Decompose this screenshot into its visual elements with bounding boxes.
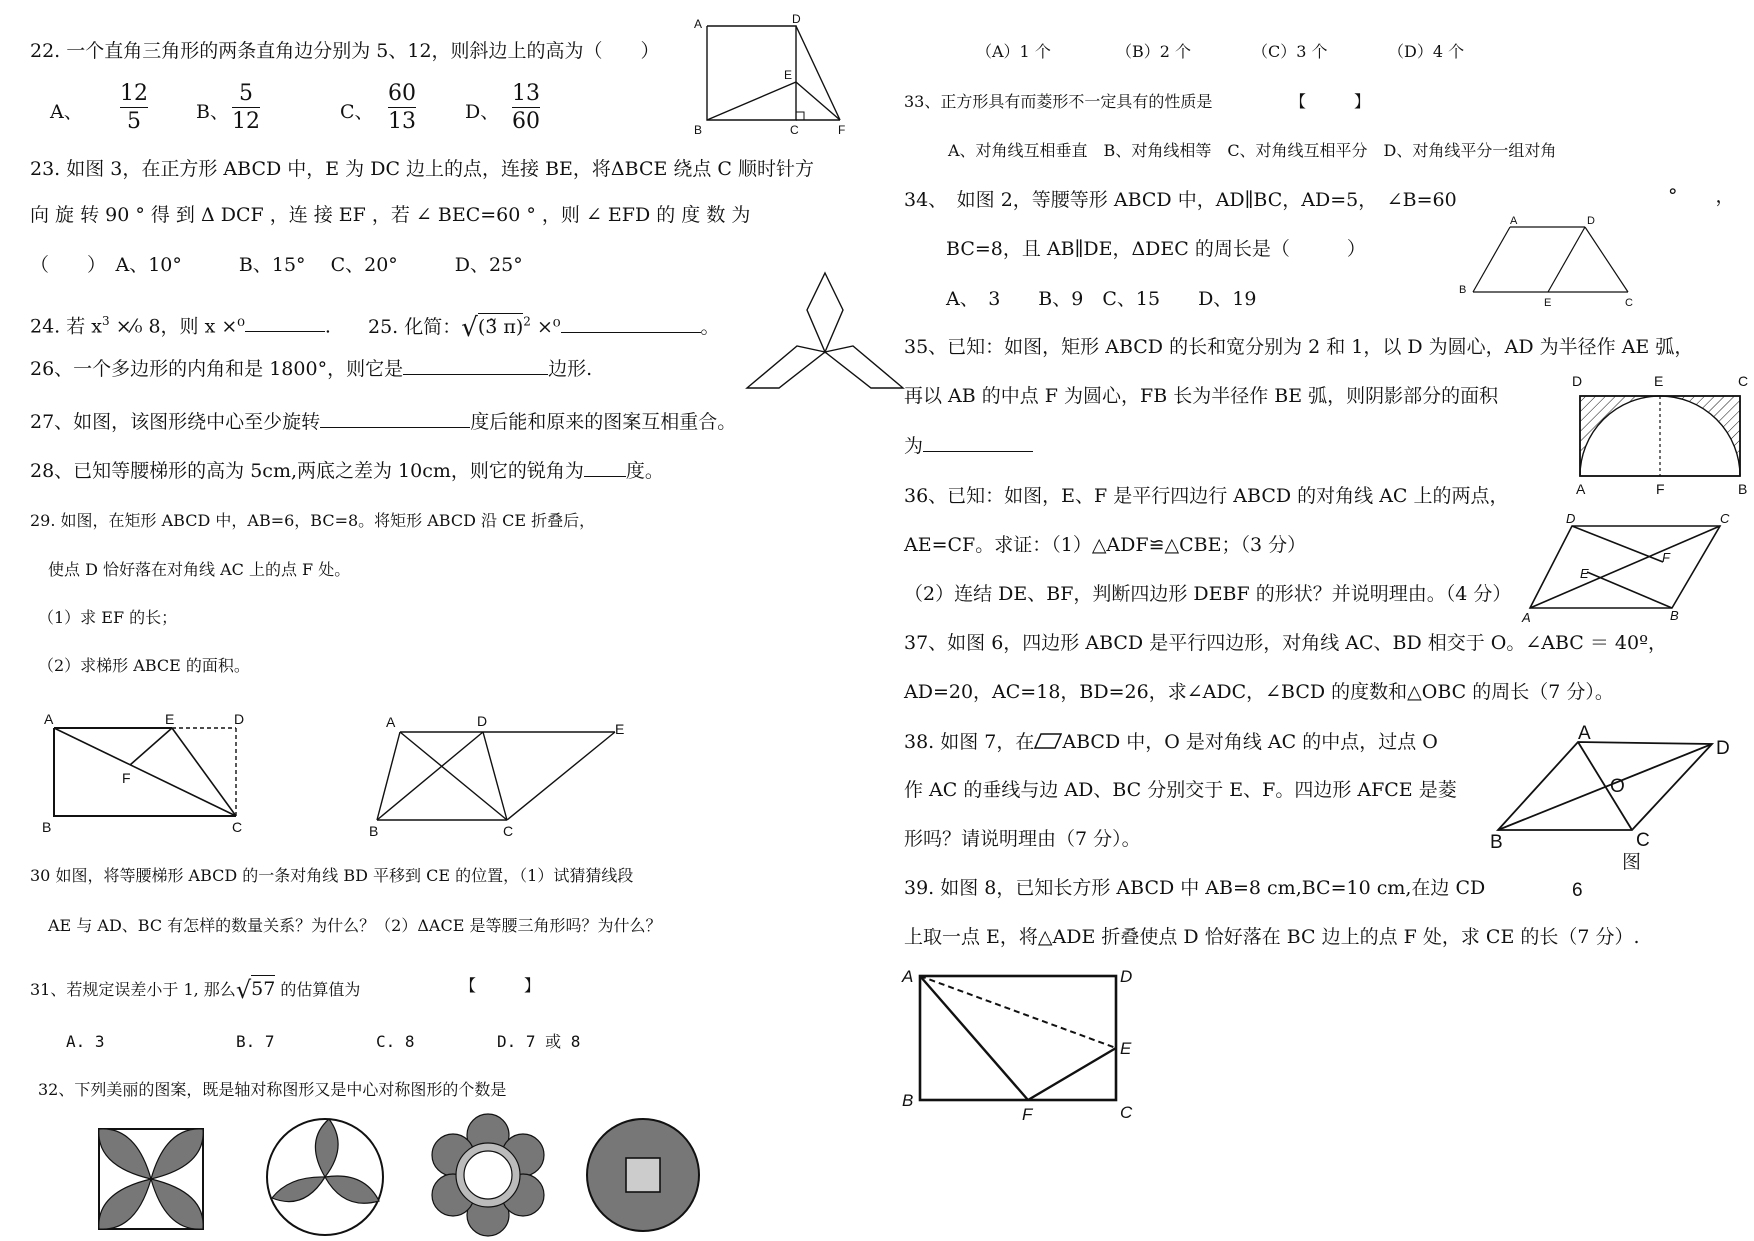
q22-option-d-num: 13 <box>512 81 540 106</box>
q29-line2: 使点 D 恰好落在对角线 AC 上的点 F 处。 <box>48 560 351 579</box>
q39-figure <box>898 962 1148 1124</box>
q22-option-a-den: 5 <box>127 109 141 135</box>
q29-line1: 29. 如图，在矩形 ABCD 中，AB=6，BC=8。将矩形 ABCD 沿 CE 折叠后， <box>30 511 596 530</box>
q38-suffix: ABCD 中，O 是对角线 AC 的中点，过点 O <box>1062 731 1438 753</box>
q36-figure <box>1520 512 1740 624</box>
q25-mid: ×⁰ <box>530 316 561 338</box>
q31-radicand: 57 <box>251 975 275 1000</box>
q35-fig-label-c: C <box>1738 373 1749 389</box>
q37-line2: AD=20，AC=18，BD=26，求∠ADC，∠BCD 的度数和△OBC 的周长（7 分）。 <box>904 681 1614 703</box>
q25-prefix: 25. 化简： <box>368 316 462 338</box>
q22-option-b-label: B、 <box>196 101 229 123</box>
q33-text: 33、正方形具有而菱形不一定具有的性质是 <box>904 92 1213 111</box>
q32-option-a: （A）1 个 <box>976 42 1051 61</box>
q29-fig-label-d: D <box>234 711 245 727</box>
q26-answer-blank[interactable] <box>403 373 548 375</box>
q38-fig-label-d: D <box>1716 738 1730 759</box>
q25-radicand: (3̃ π) <box>478 313 523 338</box>
q22-option-c-num: 60 <box>388 81 416 106</box>
q30-line1: 30 如图，将等腰梯形 ABCD 的一条对角线 BD 平移到 CE 的位置，（1）试猜猜线段 <box>30 866 634 885</box>
q36-fig-label-d: D <box>1566 511 1576 526</box>
q36-line3: （2）连结 DE、BF，判断四边形 DEBF 的形状？并说明理由。（4 分） <box>904 583 1512 605</box>
q39-line2: 上取一点 E，将△ADE 折叠使点 D 恰好落在 BC 边上的点 F 处，求 CE 的长（7 分）. <box>904 926 1640 948</box>
q27-end: 度后能和原来的图案互相重合。 <box>470 411 737 433</box>
q29-line3: （1）求 EF 的长； <box>38 608 178 627</box>
q26-line <box>30 360 592 379</box>
q30-fig-label-d: D <box>477 713 488 729</box>
q23-line3: （ ） A、10° B、15° C、20° D、25° <box>30 254 523 276</box>
q35-fig-label-b: B <box>1738 481 1748 497</box>
q38-prefix: 38. 如图 7，在 <box>904 731 1035 753</box>
q34-line1: 34、 如图 2，等腰等形 ABCD 中，AD∥BC，AD=5， ∠B=60 <box>904 189 1457 211</box>
q36-fig-label-a: A <box>1522 610 1531 625</box>
q29-fig-label-e: E <box>165 711 175 727</box>
q34-degree: ° ， <box>1668 185 1735 207</box>
q33-bracket: 【 】 <box>1290 92 1371 111</box>
q35-line1: 35、已知：如图，矩形 ABCD 的长和宽分别为 2 和 1，以 D 为圆心，AD 为半径作 AE 弧， <box>904 336 1694 358</box>
q22-option-d-label: D、 <box>465 101 500 123</box>
q29-fig-label-c: C <box>232 819 243 835</box>
q36-line1: 36、已知：如图，E、F 是平行四边行 ABCD 的对角线 AC 上的两点， <box>904 485 1509 507</box>
q35-figure <box>1568 374 1754 500</box>
q34-line3: A、 3 B、9 C、15 D、19 <box>946 288 1257 310</box>
q31-bracket: 【 】 <box>460 976 541 995</box>
q32-option-b: （B）2 个 <box>1116 42 1192 61</box>
q28-answer-blank[interactable] <box>584 475 626 477</box>
q35-fig-label-d: D <box>1572 373 1583 389</box>
q22-fig-label-e: E <box>784 68 793 82</box>
q29-fig-label-a: A <box>44 711 54 727</box>
q22-option-b-den: 12 <box>232 109 260 135</box>
q35-fig-label-f: F <box>1656 481 1665 497</box>
q32-text: 32、下列美丽的图案，既是轴对称图形又是中心对称图形的个数是 <box>38 1080 507 1099</box>
q26-end: 边形. <box>548 358 593 380</box>
q30-figure <box>365 712 635 842</box>
q37-line1: 37、如图 6，四边形 ABCD 是平行四边形，对角线 AC、BD 相交于 O。∠ABC ＝ 40º， <box>904 632 1668 654</box>
q22-option-c-den: 13 <box>388 109 416 135</box>
q22-fig-label-d: D <box>792 12 801 26</box>
q22-option-b-fraction <box>232 82 260 134</box>
q22-fig-label-b: B <box>694 123 703 137</box>
q31-option-d: D. 7 或 8 <box>497 1032 581 1051</box>
q24-line <box>30 315 331 336</box>
q39-fig-label-c: C <box>1120 1103 1133 1122</box>
q35-line3 <box>904 437 1033 456</box>
q24-end: . <box>324 315 331 338</box>
q34-fig-label-e: E <box>1544 297 1552 309</box>
q32-option-c: （C）3 个 <box>1252 42 1328 61</box>
q36-fig-label-f: F <box>1662 550 1670 565</box>
q29-fig-label-b: B <box>42 819 52 835</box>
q39-fig-label-e: E <box>1120 1039 1132 1058</box>
q34-fig-label-c: C <box>1625 297 1633 309</box>
q30-fig-label-c: C <box>503 823 514 839</box>
q39-fig-label-b: B <box>902 1091 914 1110</box>
q24-mid: ×⁄₀ 8，则 x ×⁰ <box>109 315 245 338</box>
q39-fig-label-d: D <box>1120 967 1133 986</box>
q25-line <box>368 315 720 341</box>
q29-figure <box>40 708 255 838</box>
q32-pattern-three-petals-circle <box>264 1116 386 1238</box>
q27-rotation-figure <box>745 270 905 395</box>
q31-option-c: C. 8 <box>376 1032 415 1051</box>
q38-line3: 形吗？请说明理由（7 分）。 <box>904 828 1141 850</box>
q38-fig-label-c: C <box>1636 830 1650 851</box>
q39-fig-label-f: F <box>1022 1105 1033 1124</box>
q22-figure <box>690 14 850 139</box>
q28-line <box>30 462 664 481</box>
q32-pattern-petals-square <box>96 1126 208 1232</box>
q35-answer-blank[interactable] <box>923 450 1033 452</box>
q29-fig-label-f: F <box>122 770 131 786</box>
q23-line2: 向 旋 转 90 ° 得 到 Δ DCF ，连 接 EF ，若 ∠ BEC=60 ° ，则 ∠ EFD 的 度 数 为 <box>30 204 751 226</box>
q32-option-d: （D）4 个 <box>1388 42 1465 61</box>
q22-option-b-num: 5 <box>239 81 253 106</box>
q38-fig-label-a: A <box>1578 723 1591 744</box>
q25-end: 。 <box>700 316 720 338</box>
q22-fig-label-f: F <box>838 123 846 137</box>
sqrt-sign-icon: √ <box>235 976 252 1004</box>
q38-line2: 作 AC 的垂线与边 AD、BC 分别交于 E、F。四边形 AFCE 是菱 <box>904 779 1457 801</box>
q35-prefix: 为 <box>904 435 924 457</box>
q22-option-a-num: 12 <box>120 81 148 106</box>
q25-answer-blank[interactable] <box>561 331 701 333</box>
q38-fig-caption: 图 <box>1622 852 1642 873</box>
q34-fig-label-d: D <box>1587 215 1595 227</box>
q30-fig-label-e: E <box>615 721 625 737</box>
q22-text: 22. 一个直角三角形的两条直角边分别为 5、12，则斜边上的高为（ ） <box>30 40 660 62</box>
q36-fig-label-b: B <box>1670 608 1679 623</box>
q22-fig-label-c: C <box>790 123 799 137</box>
q38-fig-number: 6 <box>1572 880 1583 901</box>
q35-fig-label-a: A <box>1576 481 1586 497</box>
q34-fig-label-b: B <box>1459 284 1467 296</box>
q22-option-a-fraction <box>120 82 148 134</box>
q24-exponent: 3 <box>102 314 110 328</box>
q28-prefix: 28、已知等腰梯形的高为 5cm,两底之差为 10cm，则它的锐角为 <box>30 460 584 482</box>
q34-line2: BC=8，且 AB∥DE，ΔDEC 的周长是（ ） <box>946 238 1366 260</box>
q39-line1: 39. 如图 8，已知长方形 ABCD 中 AB=8 cm,BC=10 cm,在边 CD <box>904 877 1486 899</box>
q31-line <box>30 978 360 1002</box>
q23-line1: 23. 如图 3，在正方形 ABCD 中，E 为 DC 边上的点，连接 BE，将ΔBCE 绕点 C 顺时针方 <box>30 158 815 180</box>
q22-option-a-label: A、 <box>50 101 83 123</box>
q22-option-c-fraction <box>388 82 416 134</box>
q27-line <box>30 413 736 432</box>
q31-option-b: B. 7 <box>236 1032 275 1051</box>
q39-fig-label-a: A <box>902 967 914 986</box>
q22-option-c-label: C、 <box>340 101 374 123</box>
q22-fig-label-a: A <box>694 17 703 31</box>
q35-line2: 再以 AB 的中点 F 为圆心，FB 长为半径作 BE 弧，则阴影部分的面积 <box>904 385 1499 407</box>
q25-exponent: 2 <box>523 314 531 329</box>
q38-figure <box>1490 724 1730 900</box>
q33-options: A、对角线互相垂直 B、对角线相等 C、对角线互相平分 D、对角线平分一组对角 <box>948 141 1557 160</box>
q38-fig-label-o: O <box>1610 776 1625 797</box>
q24-prefix: 24. 若 x <box>30 315 103 338</box>
q31-prefix: 31、若规定误差小于 1, 那么 <box>30 980 236 999</box>
q28-end: 度。 <box>625 460 664 482</box>
q34-fig-label-a: A <box>1510 215 1518 227</box>
q30-fig-label-a: A <box>386 714 396 730</box>
q36-fig-label-e: E <box>1580 566 1589 581</box>
q30-fig-label-b: B <box>369 823 379 839</box>
q27-prefix: 27、如图，该图形绕中心至少旋转 <box>30 411 321 433</box>
q38-line1 <box>904 732 1438 752</box>
q27-answer-blank[interactable] <box>320 426 470 428</box>
parallelogram-icon <box>1034 732 1062 750</box>
sqrt-sign-icon: √ <box>461 313 478 343</box>
q30-line2: AE 与 AD、BC 有怎样的数量关系？为什么？（2）ΔACE 是等腰三角形吗？为什么？ <box>48 916 662 935</box>
q31-end: 的估算值为 <box>280 980 361 999</box>
q24-answer-blank[interactable] <box>245 330 325 332</box>
q32-pattern-coin <box>584 1116 702 1234</box>
q26-prefix: 26、一个多边形的内角和是 1800°，则它是 <box>30 358 404 380</box>
q34-figure <box>1459 210 1635 310</box>
q36-line2: AE=CF。求证：（1）△ADF≌△CBE；（3 分） <box>904 534 1307 556</box>
q38-fig-label-b: B <box>1490 832 1503 853</box>
q35-fig-label-e: E <box>1654 373 1664 389</box>
q29-line4: （2）求梯形 ABCE 的面积。 <box>38 656 250 675</box>
q36-fig-label-c: C <box>1720 511 1730 526</box>
q32-pattern-six-circles <box>428 1112 548 1238</box>
q31-option-a: A. 3 <box>66 1032 105 1051</box>
q22-option-d-den: 60 <box>512 109 540 135</box>
q22-option-d-fraction <box>512 82 540 134</box>
